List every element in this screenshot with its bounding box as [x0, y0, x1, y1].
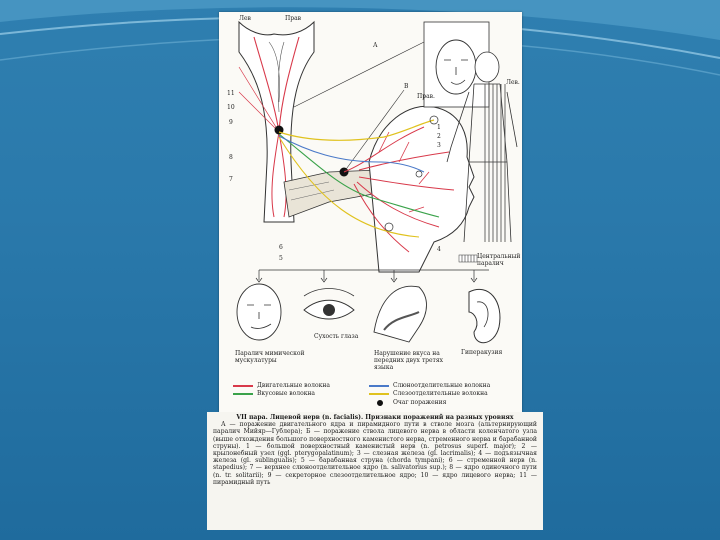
legend-lacrimal: Слезоотделительные волокна — [393, 390, 488, 397]
label-left-top: Лев — [239, 15, 251, 22]
legend-swatch-salivary — [369, 385, 389, 387]
letter-v: В — [404, 83, 409, 90]
legend-lesion: Очаг поражения — [393, 399, 447, 406]
label-right-top: Прав — [285, 15, 302, 22]
legend-motor: Двигательные волокна — [257, 382, 330, 389]
legend-taste: Вкусовые волокна — [257, 390, 316, 397]
facial-nerve-figure — [219, 12, 522, 412]
num-2: 2 — [437, 133, 441, 140]
num-6: 6 — [279, 244, 283, 251]
taste-disorder-label: Нарушение вкуса на передних двух третях языка — [374, 350, 444, 371]
num-7: 7 — [229, 176, 233, 183]
caption-title: VII пара. Лицевой нерв (n. facialis). Признаки поражений на разных уровнях — [236, 414, 514, 421]
mimic-paralysis-label: Паралич мимической мускулатуры — [235, 350, 305, 364]
hyperacusis-label: Гиперакузия — [461, 349, 503, 356]
legend-salivary: Слюноотделительные волокна — [393, 382, 491, 389]
num-1: 1 — [437, 124, 441, 131]
letter-a: А — [373, 42, 378, 49]
legend-swatch-lacrimal — [369, 393, 389, 395]
figure-caption — [207, 412, 543, 530]
num-3: 3 — [437, 142, 441, 149]
num-10: 10 — [227, 104, 235, 111]
legend-swatch-motor — [233, 385, 253, 387]
caption-body: А — поражение двигательного ядра и пирамидного пути в стволе мозга (альтернирующий паралич Мийяр—Гублера); Б — поражение ствола лицевого нерва в области коленчатого узла (выше отхождения большого поверхностного каменистого нерва, стременного нерва и барабанной струны). 1 — большой поверхностный каменистый нерв (n. petrosus superf. major); 2 — крылонебный узел (ggl. pterygopalatinum); 3 — слезная железа (gl. lacrimalis); 4 — подъязычная железа (gl. sublingualis); 5 — барабанная струна (chorda tympani); 6 — стременной нерв (n. stapedius); 7 — верхнее слюноотделительное ядро (n. salivatorius sup.); 8 — ядро одиночного пути (n. tr. solitarii); 9 — секреторное слезоотделительное ядро; 10 — ядро лицевого нерва; 11 — пирамидный путь — [213, 421, 537, 486]
central-paralysis-label: Центральный паралич — [477, 253, 521, 267]
dry-eye-label: Сухость глаза — [314, 333, 359, 340]
legend-swatch-taste — [233, 393, 253, 395]
num-11: 11 — [227, 90, 235, 97]
num-8: 8 — [229, 154, 233, 161]
label-left-side: Лев. — [506, 79, 520, 86]
num-9: 9 — [229, 119, 233, 126]
num-5: 5 — [279, 255, 283, 262]
label-right-side: Прав. — [417, 93, 435, 100]
legend-swatch-lesion — [377, 400, 383, 406]
num-4: 4 — [437, 246, 441, 253]
